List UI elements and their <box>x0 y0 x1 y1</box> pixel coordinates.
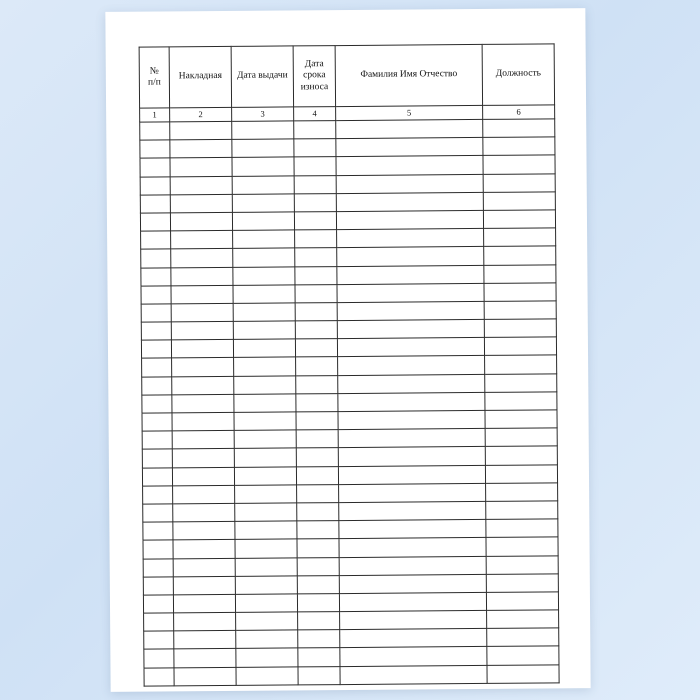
table-cell[interactable] <box>172 376 234 395</box>
table-cell[interactable] <box>141 286 171 304</box>
table-cell[interactable] <box>170 158 232 177</box>
table-cell[interactable] <box>485 373 557 392</box>
column-header-number-line1: № <box>149 66 159 77</box>
column-header-wear-date-line3: износа <box>300 81 329 92</box>
table-cell[interactable] <box>486 592 558 611</box>
table-cell[interactable] <box>170 140 232 159</box>
table-cell[interactable] <box>172 449 234 468</box>
table-cell[interactable] <box>338 429 485 448</box>
table-cell[interactable] <box>234 466 296 485</box>
table-cell[interactable] <box>236 667 298 686</box>
table-cell[interactable] <box>172 467 234 486</box>
table-cell[interactable] <box>486 501 558 520</box>
table-cell[interactable] <box>170 194 232 213</box>
table-cell[interactable] <box>338 465 485 484</box>
table-cell[interactable] <box>144 649 174 667</box>
table-cell[interactable] <box>298 648 340 667</box>
table-cell[interactable] <box>236 612 298 631</box>
table-cell[interactable] <box>233 248 295 267</box>
table-cell[interactable] <box>336 192 483 211</box>
table-cell[interactable] <box>233 339 295 358</box>
column-header-wear-date-line2: срока <box>303 70 326 81</box>
table-cell[interactable] <box>339 556 486 575</box>
table-cell[interactable] <box>144 631 174 649</box>
table-cell[interactable] <box>232 212 294 231</box>
table-cell[interactable] <box>296 357 338 376</box>
table-cell[interactable] <box>140 158 170 176</box>
table-cell[interactable] <box>141 267 171 285</box>
table-cell[interactable] <box>171 321 233 340</box>
table-cell[interactable] <box>143 577 173 595</box>
table-cell[interactable] <box>173 503 235 522</box>
table-cell[interactable] <box>233 303 295 322</box>
table-cell[interactable] <box>232 194 294 213</box>
table-cell[interactable] <box>295 266 337 285</box>
table-cell[interactable] <box>483 192 555 211</box>
table-cell[interactable] <box>142 467 172 485</box>
table-cell[interactable] <box>486 483 558 502</box>
table-cell[interactable] <box>295 339 337 358</box>
table-header <box>139 44 555 122</box>
table-cell[interactable] <box>483 155 555 174</box>
table-cell[interactable] <box>172 394 234 413</box>
table-cell[interactable] <box>485 355 557 374</box>
table-cell[interactable] <box>295 230 337 249</box>
table-cell[interactable] <box>294 175 336 194</box>
table-cell[interactable] <box>172 412 234 431</box>
table-cell[interactable] <box>484 246 556 265</box>
table-cell[interactable] <box>174 612 236 631</box>
table-cell[interactable] <box>298 612 340 631</box>
table-cell[interactable] <box>485 446 557 465</box>
table-cell[interactable] <box>339 592 486 611</box>
table-cell[interactable] <box>487 664 559 683</box>
table-cell[interactable] <box>337 229 484 248</box>
table-cell[interactable] <box>487 628 559 647</box>
table-cell[interactable] <box>142 431 172 449</box>
table-cell[interactable] <box>297 539 339 558</box>
column-header-issue-date <box>231 46 293 107</box>
table-cell[interactable] <box>141 231 171 249</box>
column-header-invoice-line1: Накладная <box>178 71 222 82</box>
table-cell[interactable] <box>294 157 336 176</box>
table-cell[interactable] <box>296 375 338 394</box>
table-cell[interactable] <box>340 629 487 648</box>
table-cell[interactable] <box>484 228 556 247</box>
table-cell[interactable] <box>337 265 484 284</box>
column-header-number-line2: п/п <box>147 77 161 88</box>
table-cell[interactable] <box>171 231 233 250</box>
column-header-issue-date-line1: Дата выдачи <box>236 70 288 82</box>
table-cell[interactable] <box>483 210 555 229</box>
table-cell[interactable] <box>233 230 295 249</box>
column-header-number <box>139 47 169 108</box>
table-cell[interactable] <box>235 539 297 558</box>
table-cell[interactable] <box>337 301 484 320</box>
table-cell[interactable] <box>173 485 235 504</box>
table-cell[interactable] <box>297 503 339 522</box>
table-cell[interactable] <box>296 448 338 467</box>
table-cell[interactable] <box>235 485 297 504</box>
table-cell[interactable] <box>232 139 294 158</box>
table-cell[interactable] <box>485 410 557 429</box>
table-cell[interactable] <box>141 340 171 358</box>
table-cell[interactable] <box>337 319 484 338</box>
table-cell[interactable] <box>336 210 483 229</box>
table-cell[interactable] <box>234 448 296 467</box>
column-number-1: 1 <box>140 108 170 122</box>
table-cell[interactable] <box>143 486 173 504</box>
column-header-full-name-line1: Фамилия Имя Отчество <box>360 69 458 81</box>
table-cell[interactable] <box>170 121 232 140</box>
table-cell[interactable] <box>234 430 296 449</box>
table-cell[interactable] <box>235 521 297 540</box>
table-cell[interactable] <box>484 301 556 320</box>
table-body <box>140 119 559 686</box>
column-number-3: 3 <box>232 107 294 121</box>
table-cell[interactable] <box>339 520 486 539</box>
table-cell[interactable] <box>144 613 174 631</box>
table-cell[interactable] <box>484 319 556 338</box>
column-header-position <box>482 44 554 106</box>
table-cell[interactable] <box>236 648 298 667</box>
table-cell[interactable] <box>174 649 236 668</box>
table-cell[interactable] <box>296 393 338 412</box>
table-cell[interactable] <box>340 665 487 684</box>
table-cell[interactable] <box>233 321 295 340</box>
table-cell[interactable] <box>339 538 486 557</box>
table-cell[interactable] <box>142 358 172 376</box>
table-cell[interactable] <box>486 574 558 593</box>
table-cell[interactable] <box>337 247 484 266</box>
table-cell[interactable] <box>172 358 234 377</box>
table-cell[interactable] <box>336 156 483 175</box>
table-cell[interactable] <box>233 266 295 285</box>
table-cell[interactable] <box>171 249 233 268</box>
table-cell[interactable] <box>235 576 297 595</box>
table-cell[interactable] <box>234 394 296 413</box>
table-cell[interactable] <box>295 284 337 303</box>
table-row[interactable] <box>144 664 559 685</box>
table-cell[interactable] <box>142 395 172 413</box>
table-cell[interactable] <box>485 392 557 411</box>
table-cell[interactable] <box>339 574 486 593</box>
table-cell[interactable] <box>294 193 336 212</box>
column-header-invoice <box>169 46 231 107</box>
table-cell[interactable] <box>173 576 235 595</box>
column-number-6: 6 <box>483 105 555 120</box>
table-cell[interactable] <box>339 483 486 502</box>
table-cell[interactable] <box>141 249 171 267</box>
table-cell[interactable] <box>295 248 337 267</box>
table-cell[interactable] <box>487 646 559 665</box>
table-cell[interactable] <box>140 122 170 140</box>
table-cell[interactable] <box>487 610 559 629</box>
table-cell[interactable] <box>483 173 555 192</box>
column-header-wear-date-line1: Дата <box>304 59 324 70</box>
table-cell[interactable] <box>337 283 484 302</box>
table-cell[interactable] <box>298 630 340 649</box>
column-number-5: 5 <box>336 105 483 120</box>
table-cell[interactable] <box>483 137 555 156</box>
table-cell[interactable] <box>141 304 171 322</box>
table-cell[interactable] <box>171 303 233 322</box>
table-cell[interactable] <box>235 503 297 522</box>
table-cell[interactable] <box>298 666 340 685</box>
table-header-row <box>139 44 554 108</box>
table-cell[interactable] <box>171 285 233 304</box>
table-cell[interactable] <box>297 484 339 503</box>
table-cell[interactable] <box>338 447 485 466</box>
column-header-full-name <box>335 44 482 106</box>
table-cell[interactable] <box>336 174 483 193</box>
column-header-wear-date <box>293 46 335 107</box>
table-cell[interactable] <box>171 267 233 286</box>
table-cell[interactable] <box>486 555 558 574</box>
table-cell[interactable] <box>171 340 233 359</box>
table-cell[interactable] <box>339 501 486 520</box>
table-cell[interactable] <box>144 668 174 686</box>
table-cell[interactable] <box>336 138 483 157</box>
column-header-position-line1: Должность <box>495 68 541 80</box>
table-cell[interactable] <box>297 557 339 576</box>
table-cell[interactable] <box>484 264 556 283</box>
table-cell[interactable] <box>142 449 172 467</box>
table-cell[interactable] <box>234 376 296 395</box>
register-table <box>139 43 560 686</box>
table-cell[interactable] <box>295 321 337 340</box>
table-cell[interactable] <box>173 540 235 559</box>
table-cell[interactable] <box>143 540 173 558</box>
table-cell[interactable] <box>340 610 487 629</box>
table-cell[interactable] <box>340 647 487 666</box>
table-cell[interactable] <box>336 119 483 138</box>
table-cell[interactable] <box>173 558 235 577</box>
table-cell[interactable] <box>232 175 294 194</box>
table-cell[interactable] <box>486 519 558 538</box>
table-cell[interactable] <box>172 431 234 450</box>
column-number-4: 4 <box>294 107 336 121</box>
table-cell[interactable] <box>143 504 173 522</box>
table-cell[interactable] <box>235 557 297 576</box>
table-cell[interactable] <box>234 357 296 376</box>
table-cell[interactable] <box>484 283 556 302</box>
table-cell[interactable] <box>297 593 339 612</box>
table-cell[interactable] <box>232 121 294 140</box>
table-cell[interactable] <box>234 412 296 431</box>
table-cell[interactable] <box>140 195 170 213</box>
table-cell[interactable] <box>236 630 298 649</box>
table-cell[interactable] <box>297 521 339 540</box>
table-cell[interactable] <box>486 537 558 556</box>
table-container <box>139 43 559 686</box>
table-cell[interactable] <box>232 157 294 176</box>
table-cell[interactable] <box>483 119 555 138</box>
table-cell[interactable] <box>338 410 485 429</box>
table-cell[interactable] <box>295 302 337 321</box>
table-cell[interactable] <box>337 338 484 357</box>
table-cell[interactable] <box>170 176 232 195</box>
table-cell[interactable] <box>173 522 235 541</box>
table-cell[interactable] <box>174 631 236 650</box>
table-cell[interactable] <box>338 392 485 411</box>
table-cell[interactable] <box>140 140 170 158</box>
table-cell[interactable] <box>142 377 172 395</box>
table-cell[interactable] <box>484 337 556 356</box>
table-cell[interactable] <box>485 428 557 447</box>
table-cell[interactable] <box>143 522 173 540</box>
table-cell[interactable] <box>338 374 485 393</box>
table-cell[interactable] <box>485 464 557 483</box>
table-cell[interactable] <box>294 121 336 140</box>
table-cell[interactable] <box>170 212 232 231</box>
table-cell[interactable] <box>297 575 339 594</box>
table-cell[interactable] <box>143 558 173 576</box>
table-cell[interactable] <box>296 466 338 485</box>
table-cell[interactable] <box>235 594 297 613</box>
table-cell[interactable] <box>294 212 336 231</box>
table-cell[interactable] <box>142 413 172 431</box>
table-cell[interactable] <box>296 430 338 449</box>
document-page <box>105 8 590 692</box>
table-cell[interactable] <box>294 139 336 158</box>
table-cell[interactable] <box>141 322 171 340</box>
table-cell[interactable] <box>233 285 295 304</box>
table-cell[interactable] <box>338 356 485 375</box>
table-cell[interactable] <box>140 176 170 194</box>
table-cell[interactable] <box>174 667 236 686</box>
table-cell[interactable] <box>296 412 338 431</box>
column-number-2: 2 <box>170 107 232 121</box>
table-cell[interactable] <box>173 594 235 613</box>
table-cell[interactable] <box>140 213 170 231</box>
table-cell[interactable] <box>143 595 173 613</box>
